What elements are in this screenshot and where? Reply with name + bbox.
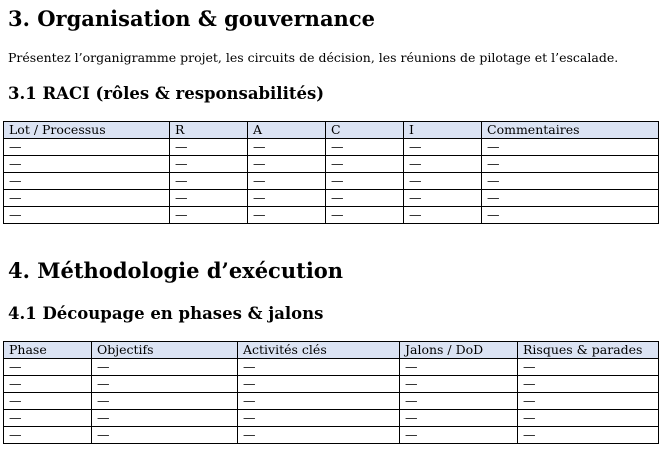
table-cell: —: [326, 139, 404, 156]
table-row: [4, 410, 659, 427]
phases-header-row: [4, 342, 659, 359]
table-cell: —: [4, 359, 92, 376]
table-cell: —: [482, 207, 659, 224]
table-cell: —: [326, 207, 404, 224]
table-cell: —: [400, 359, 518, 376]
table-cell: —: [482, 190, 659, 207]
table-cell: —: [400, 393, 518, 410]
table-cell: —: [482, 139, 659, 156]
table-row: [4, 427, 659, 444]
phases-header-cell: Risques & parades: [518, 342, 659, 359]
table-cell: —: [238, 376, 400, 393]
section-3-heading: 3. Organisation & gouvernance: [8, 6, 375, 31]
table-cell: —: [4, 190, 170, 207]
table-cell: —: [248, 190, 326, 207]
table-row: [4, 393, 659, 410]
phases-header-cell: Objectifs: [92, 342, 238, 359]
table-cell: —: [326, 190, 404, 207]
table-cell: —: [518, 393, 659, 410]
table-cell: —: [92, 410, 238, 427]
table-cell: —: [4, 393, 92, 410]
table-cell: —: [170, 139, 248, 156]
table-cell: —: [248, 173, 326, 190]
table-cell: —: [4, 139, 170, 156]
raci-header-cell: R: [170, 122, 248, 139]
table-cell: —: [404, 156, 482, 173]
table-row: [4, 207, 659, 224]
raci-header-row: [4, 122, 659, 139]
phases-table: [3, 341, 659, 444]
table-cell: —: [92, 359, 238, 376]
raci-header-cell: I: [404, 122, 482, 139]
table-cell: —: [326, 156, 404, 173]
table-row: [4, 173, 659, 190]
table-cell: —: [170, 207, 248, 224]
table-cell: —: [518, 410, 659, 427]
raci-header-cell: Commentaires: [482, 122, 659, 139]
table-row: [4, 139, 659, 156]
raci-table: [3, 121, 659, 224]
table-cell: —: [248, 207, 326, 224]
table-cell: —: [400, 427, 518, 444]
phases-header-cell: Phase: [4, 342, 92, 359]
table-cell: —: [518, 376, 659, 393]
table-row: [4, 376, 659, 393]
table-cell: —: [248, 156, 326, 173]
table-cell: —: [4, 376, 92, 393]
table-cell: —: [92, 376, 238, 393]
table-cell: —: [4, 173, 170, 190]
phases-header-cell: Activités clés: [238, 342, 400, 359]
table-cell: —: [404, 139, 482, 156]
table-cell: —: [404, 190, 482, 207]
phases-header-cell: Jalons / DoD: [400, 342, 518, 359]
phases-heading: 4.1 Découpage en phases & jalons: [8, 304, 324, 323]
table-cell: —: [518, 427, 659, 444]
table-cell: —: [326, 173, 404, 190]
table-cell: —: [4, 410, 92, 427]
table-cell: —: [400, 410, 518, 427]
table-cell: —: [518, 359, 659, 376]
raci-heading: 3.1 RACI (rôles & responsabilités): [8, 84, 325, 103]
raci-header-cell: A: [248, 122, 326, 139]
table-row: [4, 190, 659, 207]
table-cell: —: [404, 207, 482, 224]
section-3-intro: Présentez l’organigramme projet, les circuits de décision, les réunions de pilotage et l’escalade.: [8, 50, 619, 65]
table-cell: —: [238, 393, 400, 410]
table-cell: —: [92, 393, 238, 410]
raci-header-cell: Lot / Processus: [4, 122, 170, 139]
section-4-heading: 4. Méthodologie d’exécution: [8, 258, 344, 283]
table-cell: —: [170, 173, 248, 190]
table-cell: —: [4, 156, 170, 173]
raci-header-cell: C: [326, 122, 404, 139]
table-cell: —: [4, 207, 170, 224]
table-cell: —: [238, 427, 400, 444]
table-cell: —: [238, 359, 400, 376]
table-cell: —: [170, 156, 248, 173]
table-cell: —: [248, 139, 326, 156]
table-cell: —: [400, 376, 518, 393]
table-row: [4, 359, 659, 376]
table-cell: —: [170, 190, 248, 207]
table-cell: —: [4, 427, 92, 444]
table-cell: —: [482, 156, 659, 173]
table-cell: —: [482, 173, 659, 190]
table-cell: —: [92, 427, 238, 444]
table-row: [4, 156, 659, 173]
table-cell: —: [404, 173, 482, 190]
table-cell: —: [238, 410, 400, 427]
